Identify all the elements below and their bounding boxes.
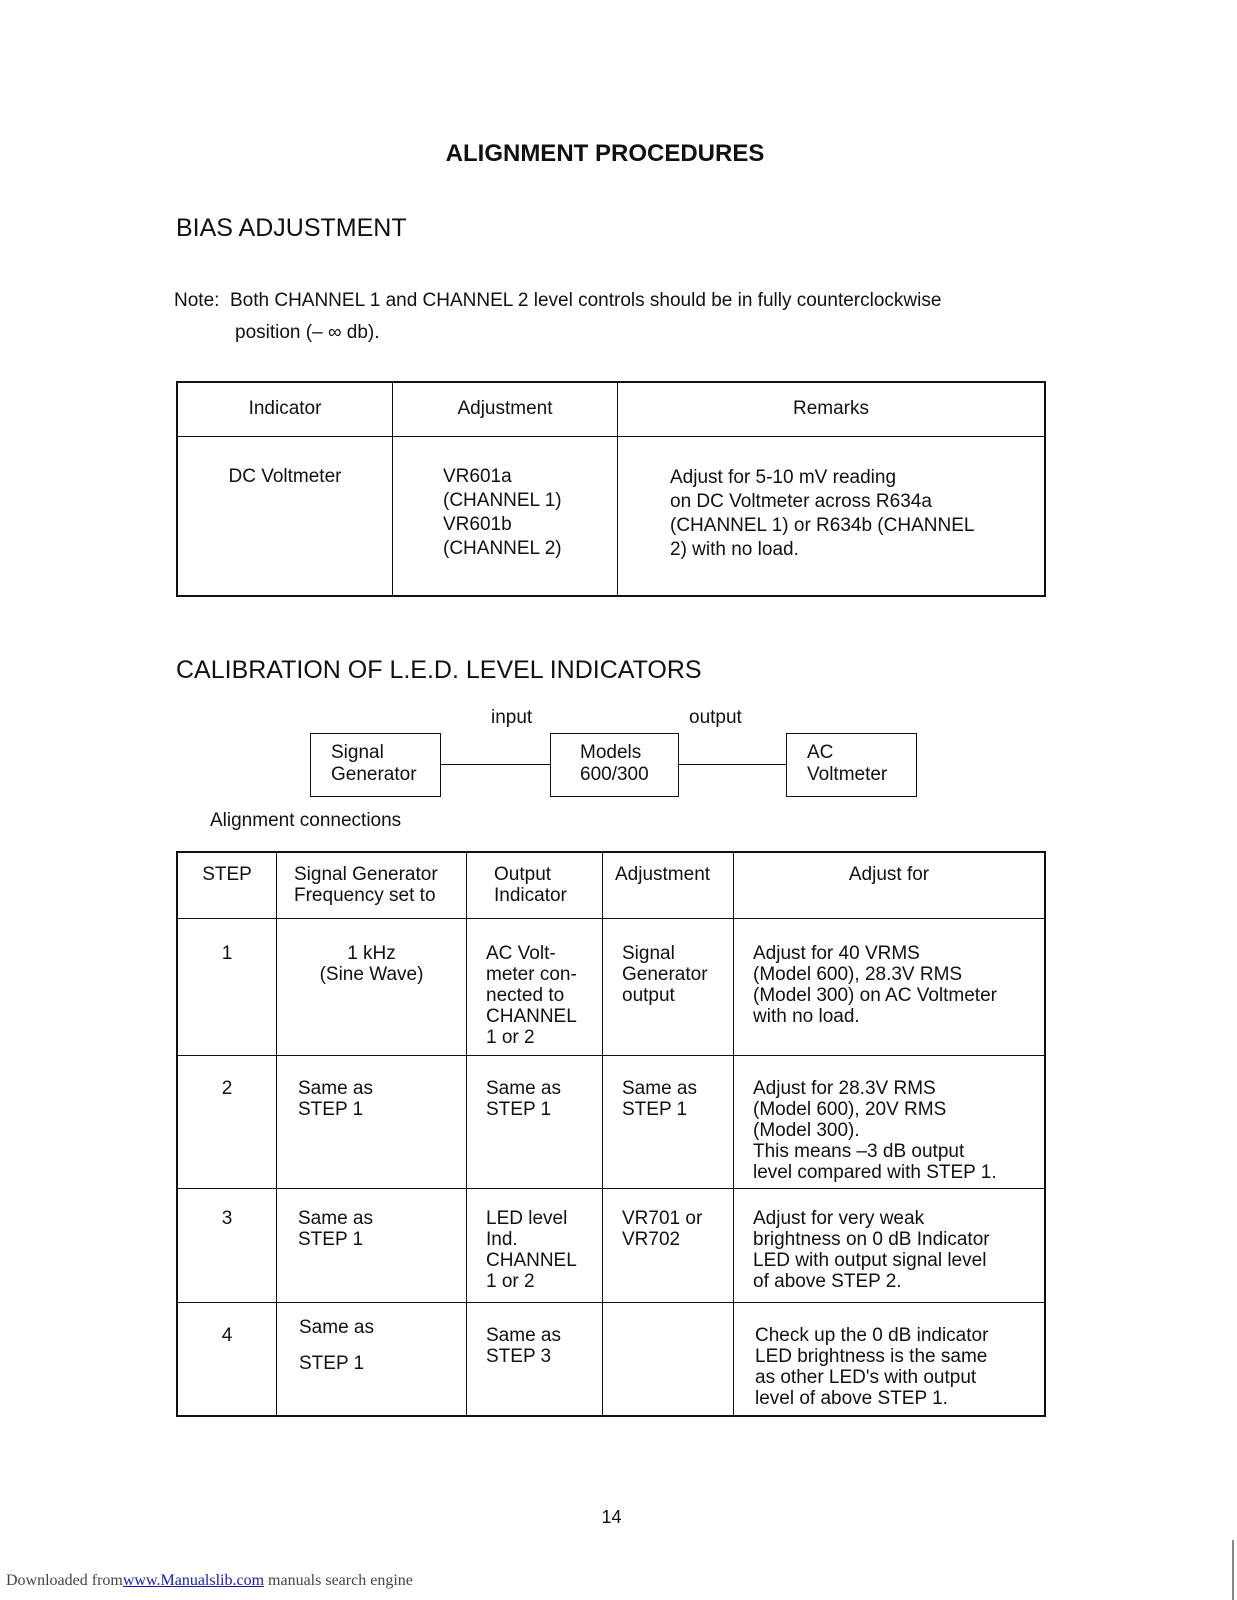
- page-title: ALIGNMENT PROCEDURES: [445, 140, 765, 167]
- bias-adjustment-heading: BIAS ADJUSTMENT: [176, 214, 407, 242]
- header-adjustment: Adjustment: [615, 864, 711, 885]
- row-adjustment: [603, 1303, 733, 1325]
- row-output-indicator: Same as STEP 3: [486, 1324, 561, 1367]
- bias-indicator-cell: DC Voltmeter: [228, 465, 342, 487]
- row-adjust-for: Check up the 0 dB indicator LED brightness is the same as other LED's with output level of above STEP 1.: [755, 1324, 989, 1409]
- connection-line-1: [441, 764, 550, 765]
- calibration-row: [177, 1055, 1045, 1188]
- download-footer: [6, 1572, 413, 1590]
- row-step: 2: [221, 1077, 233, 1099]
- row-adjustment: Signal Generator output: [622, 942, 708, 1006]
- ac-voltmeter-box: AC Voltmeter: [786, 733, 917, 797]
- header-output-indicator: Output Indicator: [494, 864, 567, 906]
- row-step: 1: [221, 942, 233, 964]
- input-label: input: [491, 707, 533, 728]
- manualslib-link[interactable]: www.Manualslib.com: [122, 1572, 265, 1589]
- calibration-table: [176, 851, 1046, 1417]
- signal-generator-box: Signal Generator: [310, 733, 441, 797]
- bias-header-remarks: Remarks: [618, 382, 1046, 436]
- output-label: output: [689, 707, 742, 728]
- row-output-indicator: AC Volt- meter con- nected to CHANNEL 1 or 2: [486, 942, 577, 1048]
- connection-line-2: [679, 764, 786, 765]
- note-line-1: Both CHANNEL 1 and CHANNEL 2 level controls should be in fully counterclockwise: [229, 290, 942, 311]
- row-step: 4: [221, 1324, 233, 1346]
- header-frequency: Signal Generator Frequency set to: [294, 864, 438, 906]
- models-box: Models 600/300: [550, 733, 679, 797]
- row-output-indicator: Same as STEP 1: [486, 1077, 561, 1120]
- row-output-indicator: LED level Ind. CHANNEL 1 or 2: [486, 1207, 577, 1292]
- bias-header-indicator: Indicator: [177, 382, 393, 436]
- row-adjustment: VR701 or VR702: [622, 1207, 703, 1250]
- bias-adjustment-cell: VR601a (CHANNEL 1) VR601b (CHANNEL 2): [443, 465, 562, 559]
- bias-remarks-cell: Adjust for 5-10 mV reading on DC Voltmeter across R634a (CHANNEL 1) or R634b (CHANNEL 2) with no load.: [670, 466, 975, 560]
- bias-note: [174, 285, 1054, 349]
- row-frequency: Same as STEP 1: [299, 1316, 374, 1374]
- scan-edge-mark: [1232, 1540, 1234, 1600]
- footer-prefix: Downloaded from: [6, 1572, 123, 1589]
- diagram-caption: Alignment connections: [210, 810, 402, 831]
- footer-suffix: manuals search engine: [264, 1572, 413, 1589]
- bias-header-adjustment: Adjustment: [393, 382, 618, 436]
- note-line-2: position (– ∞ db).: [235, 322, 380, 343]
- note-label: Note:: [174, 290, 220, 311]
- row-frequency: 1 kHz (Sine Wave): [319, 942, 424, 985]
- row-adjustment: Same as STEP 1: [622, 1077, 697, 1120]
- bias-table-header-row: [177, 382, 1045, 436]
- row-frequency: Same as STEP 1: [298, 1077, 373, 1120]
- row-adjust-for: Adjust for 40 VRMS (Model 600), 28.3V RMS (Model 300) on AC Voltmeter with no load.: [753, 942, 997, 1027]
- row-adjust-for: Adjust for 28.3V RMS (Model 600), 20V RMS (Model 300). This means –3 dB output level compared with STEP 1.: [753, 1077, 997, 1183]
- calibration-header-row: [177, 852, 1045, 918]
- row-frequency: Same as STEP 1: [298, 1207, 373, 1250]
- page-number: 14: [601, 1507, 622, 1527]
- row-step: 3: [221, 1207, 233, 1229]
- calibration-heading: CALIBRATION OF L.E.D. LEVEL INDICATORS: [176, 656, 702, 684]
- calibration-row: [177, 918, 1045, 1055]
- calibration-row: [177, 1188, 1045, 1302]
- header-adjust-for: Adjust for: [848, 864, 930, 885]
- row-adjust-for: Adjust for very weak brightness on 0 dB Indicator LED with output signal level of above STEP 2.: [753, 1207, 990, 1292]
- header-step: STEP: [202, 864, 252, 885]
- calibration-row: [177, 1302, 1045, 1416]
- bias-table-row: [177, 436, 1045, 596]
- bias-table: [176, 381, 1046, 597]
